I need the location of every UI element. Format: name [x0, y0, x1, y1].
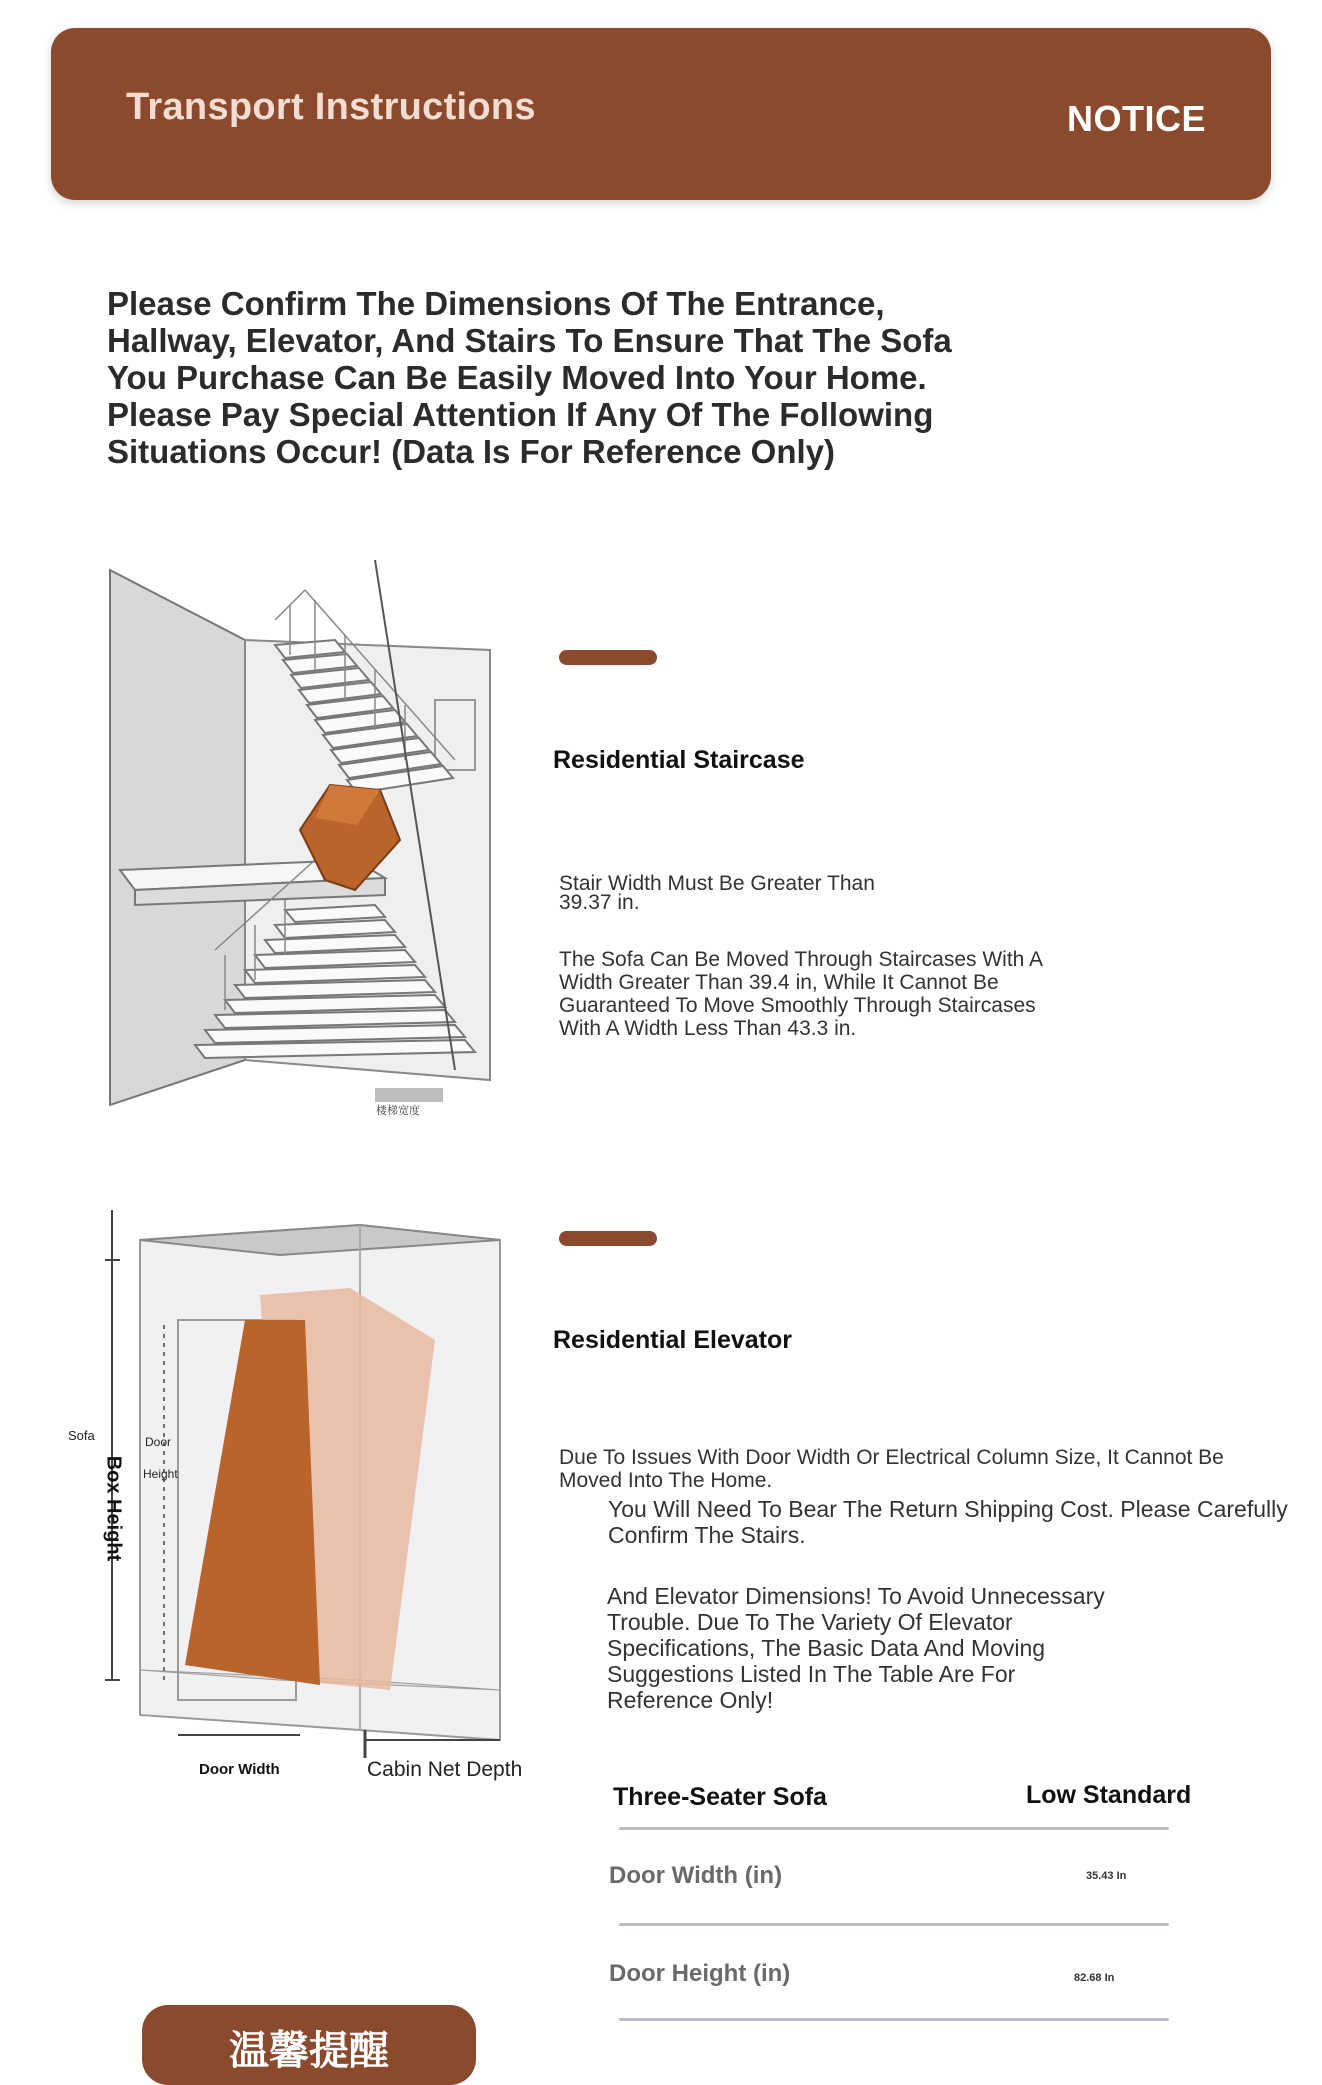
elevator-title: Residential Elevator	[553, 1326, 792, 1354]
staircase-title: Residential Staircase	[553, 746, 805, 774]
table-header-right: Low Standard	[1026, 1781, 1192, 1809]
bottom-reminder-text: 温馨提醒	[229, 2029, 389, 2073]
banner-notice: NOTICE	[1066, 98, 1206, 139]
table-divider	[619, 1923, 1169, 1926]
height-label: Height	[143, 1467, 178, 1481]
bottom-reminder-button	[142, 2005, 476, 2085]
elevator-illustration	[70, 1210, 530, 1770]
banner-title: Transport Instructions	[126, 86, 536, 128]
door-width-label: Door Width	[199, 1761, 280, 1778]
door-label: Door	[145, 1435, 172, 1449]
table-row-door-height-label: Door Height (in)	[609, 1960, 791, 1987]
staircase-accent-bar	[559, 650, 657, 665]
table-row-door-width-label: Door Width (in)	[609, 1862, 783, 1889]
staircase-requirement: Stair Width Must Be Greater Than 39.37 in.	[559, 872, 875, 914]
intro-text: Please Confirm The Dimensions Of The Entrance, Hallway, Elevator, And Stairs To Ensure That The Sofa You Purchase Can Be Easily Moved Into Your Home. Please Pay Special Attention If Any Of The Following Situations Occur! (Data Is For Reference Only)	[107, 285, 952, 470]
elevator-paragraph-3: And Elevator Dimensions! To Avoid Unnecessary Trouble. Due To The Variety Of Elevator Specifications, The Basic Data And Moving Suggestions Listed In The Table Are For Reference Only!	[607, 1583, 1105, 1713]
table-divider	[619, 2018, 1169, 2021]
table-row-door-height-value: 82.68 In	[1074, 1972, 1115, 1984]
elevator-paragraph-2: You Will Need To Bear The Return Shipping Cost. Please Carefully Confirm The Stairs.	[608, 1496, 1288, 1548]
staircase-description: The Sofa Can Be Moved Through Staircases With A Width Greater Than 39.4 in, While It Cannot Be Guaranteed To Move Smoothly Through Staircases With A Width Less Than 43.3 in.	[559, 948, 1042, 1040]
elevator-accent-bar	[559, 1231, 657, 1246]
elevator-paragraph-1: Due To Issues With Door Width Or Electrical Column Size, It Cannot Be Moved Into The Home.	[559, 1446, 1224, 1492]
table-divider	[619, 1827, 1169, 1830]
table-row-door-width-value: 35.43 In	[1086, 1870, 1127, 1882]
staircase-illustration	[95, 560, 505, 1120]
table-header-left: Three-Seater Sofa	[613, 1783, 827, 1811]
cabin-net-depth-label: Cabin Net Depth	[367, 1758, 523, 1781]
sofa-label: Sofa	[68, 1428, 95, 1443]
box-height-label: Box Height	[102, 1455, 125, 1562]
stair-width-image-label: 楼梯宽度	[376, 1105, 420, 1117]
